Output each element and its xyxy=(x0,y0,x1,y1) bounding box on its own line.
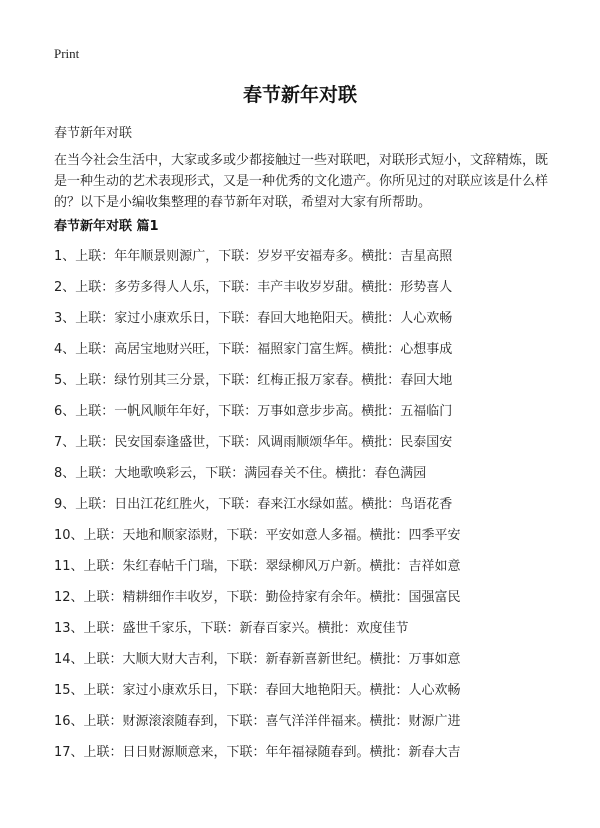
couplet-item: 16、上联：财源滚滚随春到，下联：喜气洋洋伴福来。横批：财源广进 xyxy=(54,714,461,729)
couplet-item: 5、上联：绿竹别其三分景，下联：红梅正报万家春。横批：春回大地 xyxy=(54,373,453,388)
couplet-item: 3、上联：家过小康欢乐日，下联：春回大地艳阳天。横批：人心欢畅 xyxy=(54,311,453,326)
couplet-item: 7、上联：民安国泰逢盛世，下联：风调雨顺颂华年。横批：民泰国安 xyxy=(54,435,453,450)
couplet-item: 1、上联：年年顺景则源广，下联：岁岁平安福寿多。横批：吉星高照 xyxy=(54,249,453,264)
couplet-item: 13、上联：盛世千家乐，下联：新春百家兴。横批：欢度佳节 xyxy=(54,621,409,636)
couplet-item: 4、上联：高居宝地财兴旺，下联：福照家门富生辉。横批：心想事成 xyxy=(54,342,453,357)
couplet-item: 17、上联：日日财源顺意来，下联：年年福禄随春到。横批：新春大吉 xyxy=(54,745,461,760)
print-link[interactable]: Print xyxy=(54,46,80,61)
couplet-item: 10、上联：天地和顺家添财，下联：平安如意人多福。横批：四季平安 xyxy=(54,528,461,543)
couplet-item: 6、上联：一帆风顺年年好，下联：万事如意步步高。横批：五福临门 xyxy=(54,404,453,419)
intro-paragraph: 在当今社会生活中，大家或多或少都接触过一些对联吧，对联形式短小，文辞精炼，既是一种生动的艺术表现形式，又是一种优秀的文化遗产。你所见过的对联应该是什么样的？以下是小编收集整理的春节新年对联，希望对大家有所帮助。 xyxy=(54,153,549,210)
section-heading: 春节新年对联 篇1 xyxy=(54,219,159,234)
couplet-item: 9、上联：日出江花红胜火，下联：春来江水绿如蓝。横批：鸟语花香 xyxy=(54,497,453,512)
couplet-item: 11、上联：朱红春帖千门瑞，下联：翠绿柳风万户新。横批：吉祥如意 xyxy=(54,559,461,574)
page-subtitle: 春节新年对联 xyxy=(54,126,133,141)
couplet-item: 14、上联：大顺大财大吉利，下联：新春新喜新世纪。横批：万事如意 xyxy=(54,652,461,667)
couplet-item: 12、上联：精耕细作丰收岁，下联：勤俭持家有余年。横批：国强富民 xyxy=(54,590,461,605)
couplet-item: 15、上联：家过小康欢乐日，下联：春回大地艳阳天。横批：人心欢畅 xyxy=(54,683,461,698)
couplet-list xyxy=(54,247,554,774)
couplet-item: 2、上联：多劳多得人人乐，下联：丰产丰收岁岁甜。横批：形势喜人 xyxy=(54,280,453,295)
couplet-item: 8、上联：大地歌唤彩云，下联：满园春关不住。横批：春色满园 xyxy=(54,466,427,481)
page-title: 春节新年对联 xyxy=(242,84,357,106)
